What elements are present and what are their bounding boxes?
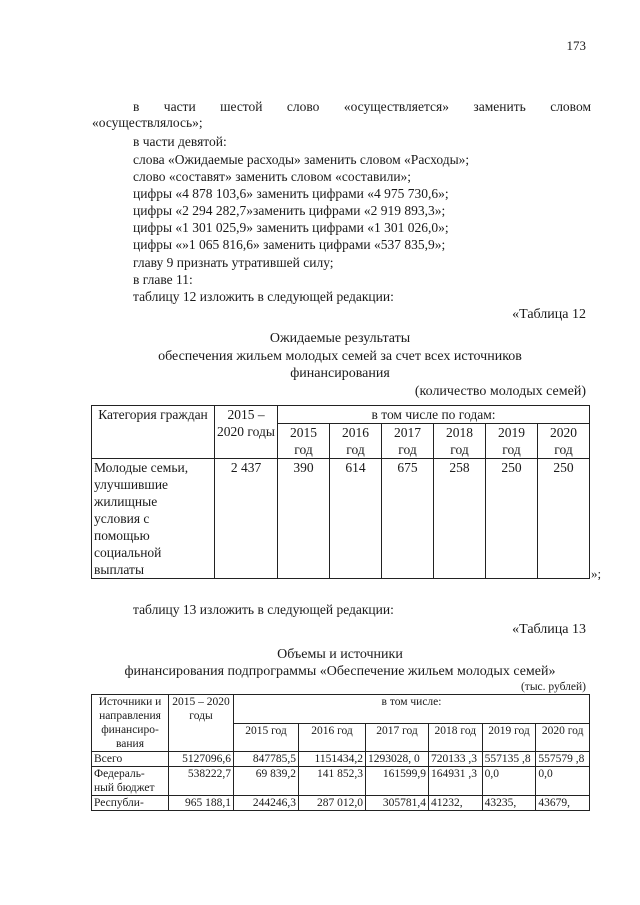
paragraph-line: главу 9 признать утратившей силу; bbox=[133, 255, 334, 270]
paragraph-line: цифры «1 301 025,9» заменить цифрами «1 301 026,0»; bbox=[133, 220, 449, 235]
row-total: 965 188,1 bbox=[169, 796, 234, 811]
header-category: Категория граждан bbox=[92, 406, 215, 459]
page-number: 173 bbox=[566, 38, 586, 53]
table13-units: (тыс. рублей) bbox=[520, 681, 586, 693]
row-label-line: улучшившие bbox=[94, 477, 169, 492]
year-header: 2016 год bbox=[330, 424, 382, 459]
row-value: 287 012,0 bbox=[299, 796, 366, 811]
paragraph-line: слова «Ожидаемые расходы» заменить словом «Расходы»; bbox=[133, 152, 470, 167]
row-value: 720133 ,3 bbox=[429, 752, 483, 767]
year-header: 2018 год bbox=[429, 723, 483, 752]
row-value: 258 bbox=[434, 459, 486, 579]
year-header: 2017 год bbox=[366, 723, 429, 752]
row-value: 250 bbox=[486, 459, 538, 579]
year-header: 2015 год bbox=[278, 424, 330, 459]
table12-title-3: финансирования bbox=[290, 366, 390, 381]
word: словом bbox=[550, 99, 591, 114]
table13-label: «Таблица 13 bbox=[512, 622, 586, 637]
row-label-line: условия с bbox=[94, 511, 150, 526]
row-value: 43679, bbox=[536, 796, 590, 811]
word: заменить bbox=[473, 99, 526, 114]
year-header: 2018 год bbox=[434, 424, 486, 459]
table12-title-1: Ожидаемые результаты bbox=[269, 331, 411, 346]
header-period: 2015 – 2020 годы bbox=[215, 406, 278, 459]
row-value: 390 bbox=[278, 459, 330, 579]
row-value: 557135 ,8 bbox=[482, 752, 536, 767]
between-line: таблицу 13 изложить в следующей редакции: bbox=[133, 602, 394, 617]
paragraph-line: цифры «2 294 282,7»заменить цифрами «2 919 893,3»; bbox=[133, 203, 446, 218]
table-row bbox=[92, 752, 590, 767]
row-value: 0,0 bbox=[482, 767, 536, 796]
table12-title-2: обеспечения жильем молодых семей за счет всех источников bbox=[158, 349, 522, 364]
row-value: 141 852,3 bbox=[299, 767, 366, 796]
header-source: Источники и направления финансиро- вания bbox=[92, 695, 169, 752]
paragraph-line: цифры «»1 065 816,6» заменить цифрами «537 835,9»; bbox=[133, 237, 446, 252]
row-value: 675 bbox=[382, 459, 434, 579]
row-value: 41232, bbox=[429, 796, 483, 811]
row-value: 0,0 bbox=[536, 767, 590, 796]
row-value: 43235, bbox=[482, 796, 536, 811]
paragraph-line-2: «осуществлялось»; bbox=[92, 115, 203, 130]
table-row bbox=[92, 796, 590, 811]
row-value: 164931 ,3 bbox=[429, 767, 483, 796]
row-total: 5127096,6 bbox=[169, 752, 234, 767]
table12-closing: »; bbox=[591, 566, 602, 581]
header-in-years: в том числе по годам: bbox=[278, 406, 590, 424]
row-label bbox=[92, 459, 215, 579]
word: слово bbox=[286, 99, 320, 114]
row-total: 2 437 bbox=[215, 459, 278, 579]
year-header: 2019 год bbox=[482, 723, 536, 752]
paragraph-line: в части девятой: bbox=[133, 134, 227, 149]
year-header: 2017 год bbox=[382, 424, 434, 459]
row-value: 557579 ,8 bbox=[536, 752, 590, 767]
table12-label: «Таблица 12 bbox=[512, 307, 586, 322]
paragraph-line-1 bbox=[133, 99, 591, 115]
row-value: 305781,4 bbox=[366, 796, 429, 811]
row-value: 250 bbox=[538, 459, 590, 579]
row-value: 69 839,2 bbox=[234, 767, 299, 796]
paragraph-line: слово «составят» заменить словом «составили»; bbox=[133, 169, 412, 184]
row-label: Всего bbox=[92, 752, 169, 767]
row-value: 1151434,2 bbox=[299, 752, 366, 767]
row-label-line: Молодые семьи, bbox=[94, 460, 189, 475]
word: шестой bbox=[220, 99, 263, 114]
row-label-line: социальной bbox=[94, 545, 162, 560]
row-label: Республи- bbox=[92, 796, 169, 811]
table13-title-1: Объемы и источники bbox=[277, 647, 403, 662]
table12-units: (количество молодых семей) bbox=[414, 384, 586, 399]
header-in-total: в том числе: bbox=[234, 695, 590, 724]
row-value: 847785,5 bbox=[234, 752, 299, 767]
word: «осуществляется» bbox=[343, 99, 450, 114]
row-value: 244246,3 bbox=[234, 796, 299, 811]
word: части bbox=[163, 99, 196, 114]
paragraph-line: цифры «4 878 103,6» заменить цифрами «4 975 730,6»; bbox=[133, 186, 449, 201]
row-value: 161599,9 bbox=[366, 767, 429, 796]
row-label: Федераль- ный бюджет bbox=[92, 767, 169, 796]
year-header: 2020 год bbox=[538, 424, 590, 459]
row-label-line: помощью bbox=[94, 528, 150, 543]
table13 bbox=[91, 694, 590, 811]
table-row bbox=[92, 459, 590, 579]
table-row bbox=[92, 767, 590, 796]
paragraph-line: в главе 11: bbox=[133, 272, 193, 287]
table13-title-2: финансирования подпрограммы «Обеспечение жильем молодых семей» bbox=[124, 664, 556, 679]
table12 bbox=[91, 405, 590, 579]
row-label-line: выплаты bbox=[94, 562, 145, 577]
paragraph-line: таблицу 12 изложить в следующей редакции: bbox=[133, 289, 394, 304]
row-label-line: жилищные bbox=[94, 494, 158, 509]
row-value: 1293028, 0 bbox=[366, 752, 429, 767]
year-header: 2016 год bbox=[299, 723, 366, 752]
year-header: 2019 год bbox=[486, 424, 538, 459]
year-header: 2020 год bbox=[536, 723, 590, 752]
row-total: 538222,7 bbox=[169, 767, 234, 796]
header-period: 2015 – 2020 годы bbox=[169, 695, 234, 752]
row-value: 614 bbox=[330, 459, 382, 579]
word: в bbox=[133, 99, 140, 114]
year-header: 2015 год bbox=[234, 723, 299, 752]
